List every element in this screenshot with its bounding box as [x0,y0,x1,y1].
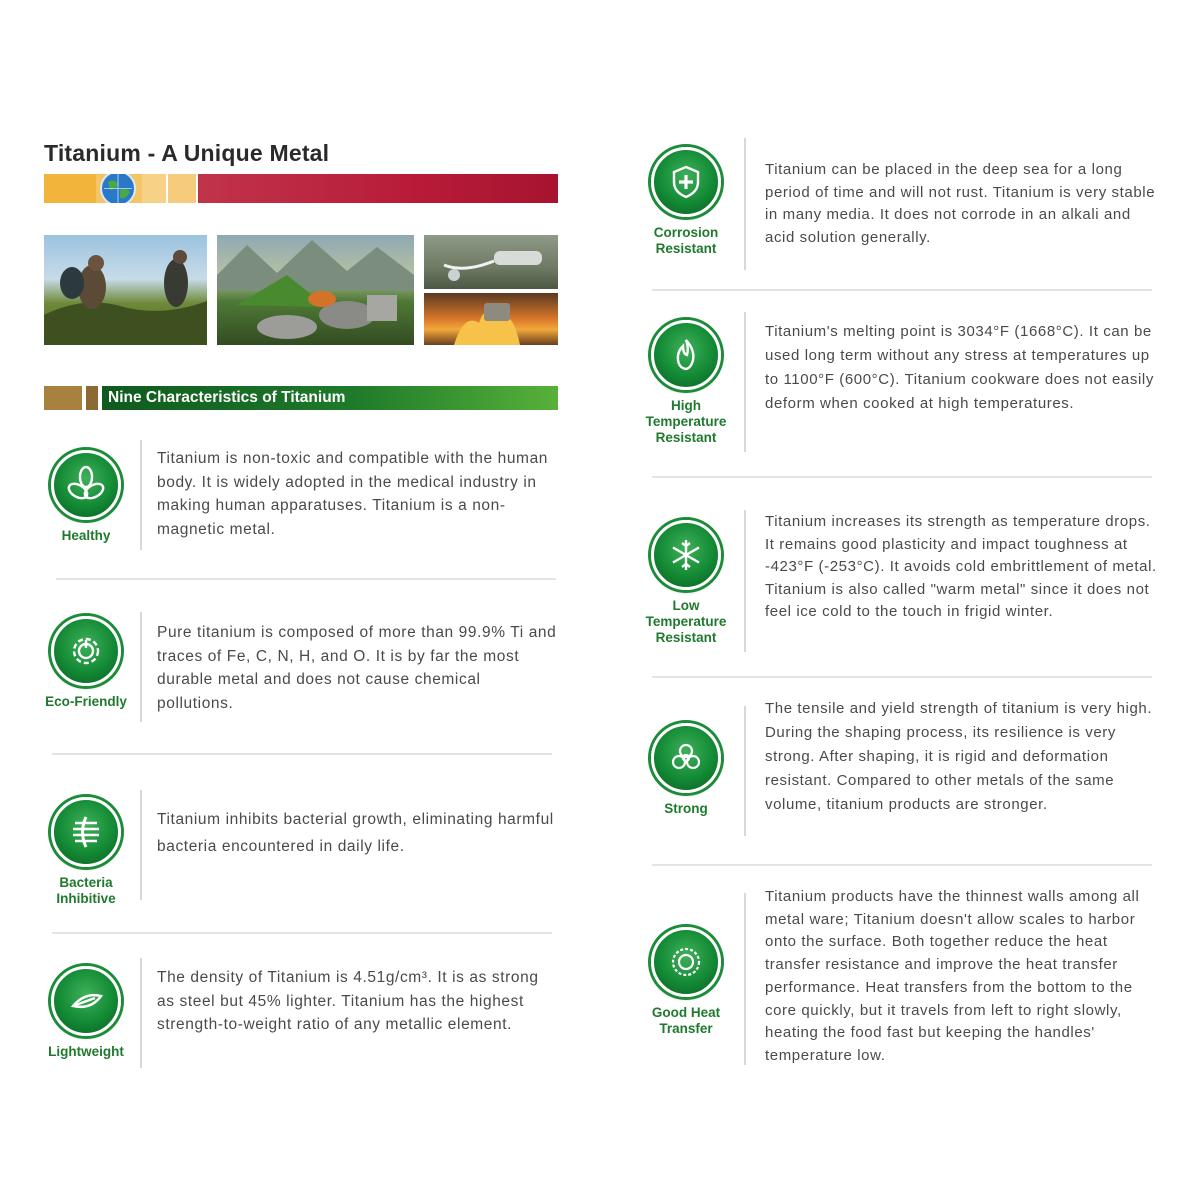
divider [140,958,142,1068]
hikers-photo [44,235,207,345]
row-divider [652,676,1152,678]
banner-gold-block [168,174,196,203]
characteristic-label: Corrosion Resistant [653,225,719,256]
good-heat-transfer-badge [636,927,736,1037]
eco-friendly-badge [36,616,136,710]
tri-leaf-icon [51,450,121,520]
characteristic-label: Bacteria Inhibitive [56,875,116,906]
divider [744,510,746,652]
low-temperature-badge [636,520,736,646]
title-banner [44,174,558,203]
shield-plus-icon [651,147,721,217]
characteristic-description: Titanium is non-toxic and compatible with the human body. It is widely adopted in the medical industry in making human apparatuses. Titanium is a non-magnetic metal. [157,450,549,538]
characteristic-label: High Temperature Resistant [645,398,727,445]
row-divider [652,476,1152,478]
healthy-badge [36,450,136,544]
row-divider [652,864,1152,866]
campfire-pot-photo [424,293,558,345]
characteristic-label: Healthy [61,528,111,543]
characteristic-label: Low Temperature Resistant [645,598,727,645]
heat-ring-icon [651,927,721,997]
characteristic-label: Strong [664,801,708,816]
divider [744,312,746,452]
section-banner-tan-block [44,386,82,410]
bacteria-icon [51,797,121,867]
section-banner [44,386,558,410]
row-divider [56,578,556,580]
section-banner-tan-block [86,386,98,410]
characteristic-label: Good Heat Transfer [651,1005,721,1036]
characteristic-description: The tensile and yield strength of titanium is very high. During the shaping process, its resilience is very strong. After shaping, it is rigid and deformation resistant. Compared to other metals of the same volume, titanium products are stronger. [765,700,1153,813]
page-title: Titanium - A Unique Metal [44,140,330,166]
divider [744,138,746,270]
row-divider [652,289,1152,291]
banner-gold-block [44,174,96,203]
characteristic-description: Titanium products have the thinnest walls among all metal ware; Titanium doesn't allow scales to harbor onto the surface. Both together reduce the heat transfer resistance and improve the heat transfer performance. Heat transfers from the bottom to the core quickly, but it travels from left to right slowly, heating the food fast but keeping the handles' temperature low. [765,888,1140,1064]
characteristic-label: Eco-Friendly [45,694,127,709]
characteristic-description: The density of Titanium is 4.51g/cm³. It is as strong as steel but 45% lighter. Titanium has the highest strength-to-weight ratio of any metallic element. [157,969,539,1033]
row-divider [52,932,552,934]
feather-icon [51,966,121,1036]
row-divider [52,753,552,755]
characteristic-description: Titanium can be placed in the deep sea for a long period of time and will not rust. Titanium is very stable in many media. It does not corrode in an alkali and acid solution generally. [765,161,1156,246]
section-title: Nine Characteristics of Titanium [108,389,346,406]
corrosion-resistant-badge [636,147,736,257]
characteristic-description: Titanium increases its strength as temperature drops. It remains good plasticity and impact toughness at -423°F (-253°C). It avoids cold embrittlement of metal. Titanium is also called "warm metal" since it does not feel ice cold to the touch in frigid winter. [765,513,1157,620]
divider [140,790,142,900]
strong-badge [636,723,736,817]
flame-icon [651,320,721,390]
characteristic-description: Titanium inhibits bacterial growth, eliminating harmful bacteria encountered in daily life. [157,811,554,855]
camping-cookware-photo [217,235,414,345]
characteristic-description: Pure titanium is composed of more than 99.9% Ti and traces of Fe, C, N, H, and O. It is by far the most durable metal and does not cause chemical pollutions. [157,624,557,712]
snowflake-icon [651,520,721,590]
banner-gold-block [142,174,166,203]
divider [744,706,746,836]
eco-gear-icon [51,616,121,686]
banner-red-strip [198,174,558,203]
water-bottle-photo [424,235,558,289]
hexagon-cluster-icon [651,723,721,793]
characteristic-label: Lightweight [48,1044,124,1059]
divider [140,440,142,550]
banner-gold-block [96,174,142,203]
bacteria-inhibitive-badge [36,797,136,907]
globe-icon [96,174,142,203]
divider [140,612,142,722]
divider [744,893,746,1065]
high-temperature-badge [636,320,736,446]
lightweight-badge [36,966,136,1060]
characteristic-description: Titanium's melting point is 3034°F (1668°C). It can be used long term without any stress at temperatures up to 1100°F (600°C). Titanium cookware does not easily deform when cooked at high temperatures. [765,323,1154,412]
